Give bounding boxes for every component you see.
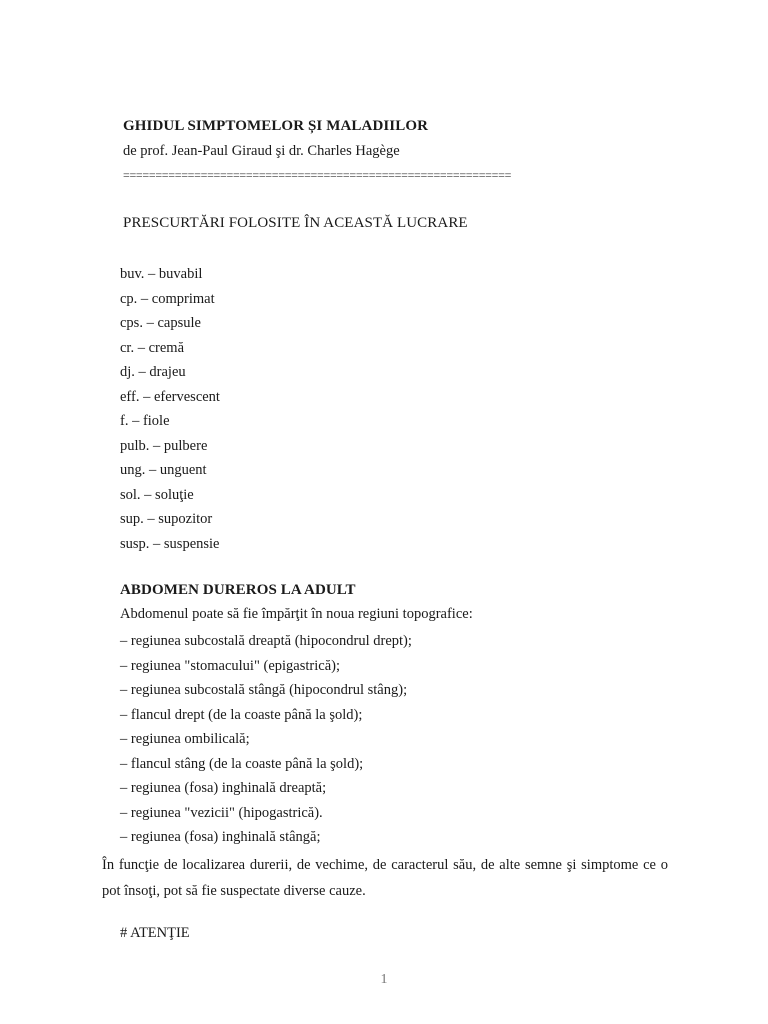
abbreviation-item: ung. – unguent [120, 462, 207, 478]
page-number: 1 [380, 972, 388, 987]
abbreviation-item: pulb. – pulbere [120, 437, 208, 454]
region-item: – regiunea (fosa) inghinală dreaptă; [120, 780, 327, 796]
attention-heading: # ATENŢIE [120, 925, 190, 941]
abbreviation-item: sol. – soluţie [120, 486, 194, 503]
region-item: – regiunea "stomacului" (epigastrică); [120, 657, 340, 674]
region-item: – regiunea subcostală dreaptă (hipocondrul drept); [120, 633, 412, 649]
region-item: – regiunea ombilicală; [120, 731, 250, 747]
abbreviation-item: eff. – efervescent [120, 388, 220, 405]
body-paragraph: În funcţie de localizarea durerii, de vechime, de caracterul său, de alte semne şi simptome ce o pot însoţi, pot să fie suspectate diverse cauze. [102, 857, 668, 899]
region-item: – flancul stâng (de la coaste până la şold); [120, 755, 364, 772]
abbreviation-item: dj. – drajeu [120, 364, 186, 380]
section-intro: Abdomenul poate să fie împărţit în noua regiuni topografice: [120, 606, 473, 622]
abbreviations-heading: PRESCURTĂRI FOLOSITE ÎN ACEASTĂ LUCRARE [123, 215, 468, 231]
region-item: – flancul drept (de la coaste până la şold); [120, 706, 363, 723]
abbreviation-item: buv. – buvabil [120, 266, 203, 282]
abbreviations-list [120, 264, 220, 558]
region-item: – regiunea "vezicii" (hipogastrică). [120, 804, 323, 821]
abbreviation-item: cps. – capsule [120, 315, 201, 331]
abbreviation-item: sup. – supozitor [120, 511, 213, 527]
region-item: – regiunea subcostală stângă (hipocondrul stâng); [120, 682, 408, 698]
section-heading: ABDOMEN DUREROS LA ADULT [120, 582, 356, 598]
abbreviation-item: cr. – cremă [120, 339, 185, 356]
region-item: – regiunea (fosa) inghinală stângă; [120, 829, 321, 845]
regions-list [120, 631, 412, 852]
document-authors: de prof. Jean-Paul Giraud şi dr. Charles Hagège [123, 143, 400, 159]
abbreviation-item: f. – fiole [120, 413, 170, 429]
document-title: GHIDUL SIMPTOMELOR ȘI MALADIILOR [123, 118, 429, 134]
separator-line: ============================================================ [123, 168, 512, 182]
abbreviation-item: cp. – comprimat [120, 290, 215, 307]
abbreviation-item: susp. – suspensie [120, 535, 220, 552]
